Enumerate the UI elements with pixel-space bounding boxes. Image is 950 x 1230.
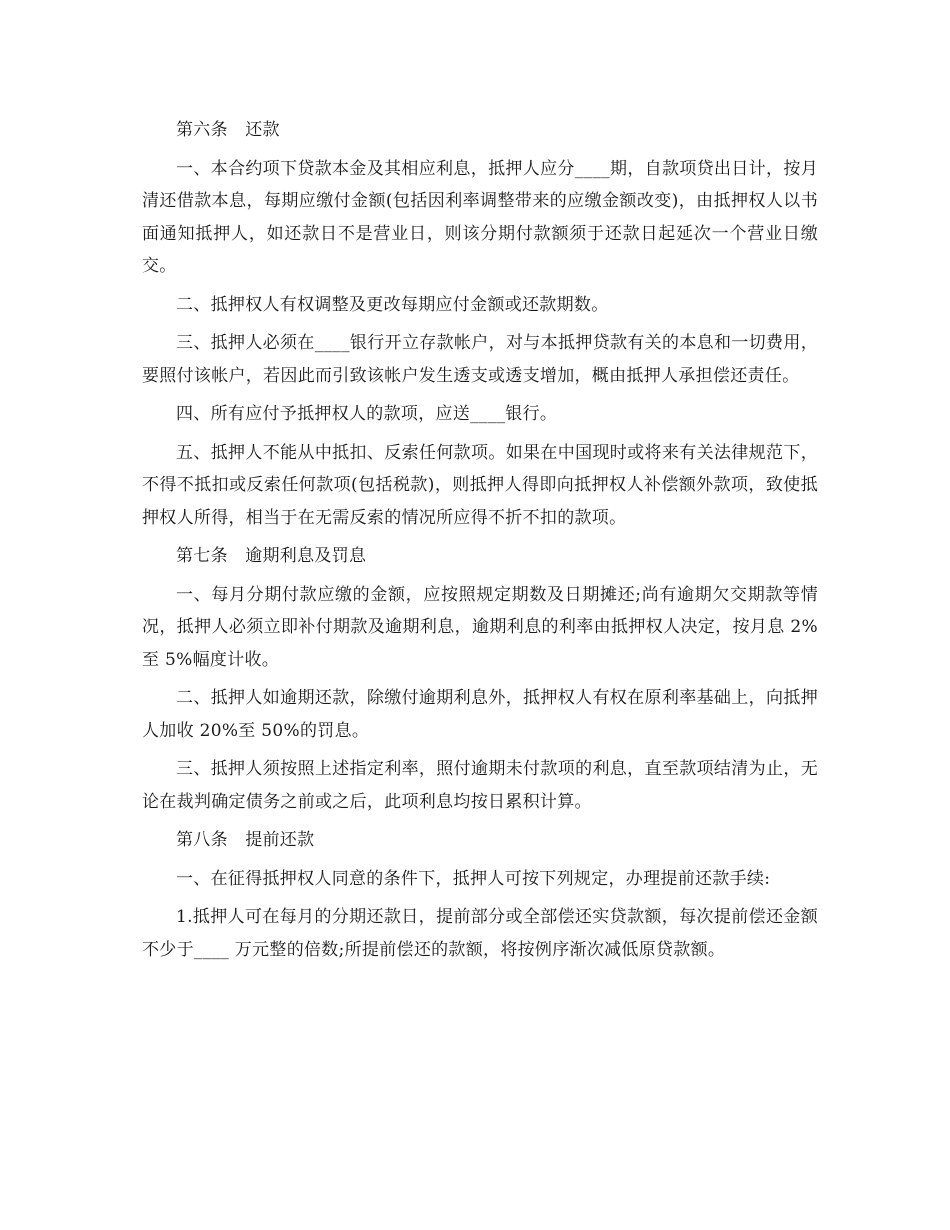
paragraph-7-3: 三、抵押人须按照上述指定利率，照付逾期未付款项的利息，直至款项结清为止，无论在裁判确定债务之前或之后，此项利息均按日累积计算。 (142, 759, 818, 812)
heading-article-6: 第六条 还款 (176, 120, 280, 140)
paragraph-7-2: 二、抵押人如逾期还款，除缴付逾期利息外，抵押权人有权在原利率基础上，向抵押人加收 20%至 50%的罚息。 (142, 688, 818, 741)
heading-article-8: 第八条 提前还款 (176, 830, 315, 850)
paragraph-7-1: 一、每月分期付款应缴的金额，应按照规定期数及日期摊还;尚有逾期欠交期款等情况，抵押人必须立即补付期款及逾期利息，逾期利息的利率由抵押权人决定，按月息 2%至 5%幅度计收。 (142, 584, 818, 670)
paragraph-8-1: 一、在征得抵押权人同意的条件下，抵押人可按下列规定，办理提前还款手续: (176, 868, 771, 889)
paragraph-6-2: 二、抵押权人有权调整及更改每期应付金额或还款期数。 (176, 294, 609, 315)
paragraph-6-4: 四、所有应付予抵押权人的款项，应送____银行。 (176, 404, 558, 424)
paragraph-6-3: 三、抵押人必须在____银行开立存款帐户，对与本抵押贷款有关的本息和一切费用，要照付该帐户，若因此而引致该帐户发生透支或透支增加，概由抵押人承担偿还责任。 (142, 333, 818, 386)
paragraph-6-1: 一、本合约项下贷款本金及其相应利息，抵押人应分____期，自款项贷出日计，按月清还借款本息，每期应缴付金额(包括因利率调整带来的应缴金额改变)，由抵押权人以书面通知抵押人，如还款日不是营业日，则该分期付款额须于还款日起延次一个营业日缴交。 (142, 158, 818, 276)
heading-article-7: 第七条 逾期利息及罚息 (176, 546, 367, 566)
paragraph-8-1-item-1: 1.抵押人可在每月的分期还款日，提前部分或全部偿还实贷款额，每次提前偿还金额不少于____ 万元整的倍数;所提前偿还的款额，将按例序渐次减低原贷款额。 (142, 907, 818, 960)
paragraph-6-5: 五、抵押人不能从中抵扣、反索任何款项。如果在中国现时或将来有关法律规范下，不得不抵扣或反索任何款项(包括税款)，则抵押人得即向抵押权人补偿额外款项，致使抵押权人所得，相当于在无需反索的情况所应得不折不扣的款项。 (142, 442, 818, 528)
